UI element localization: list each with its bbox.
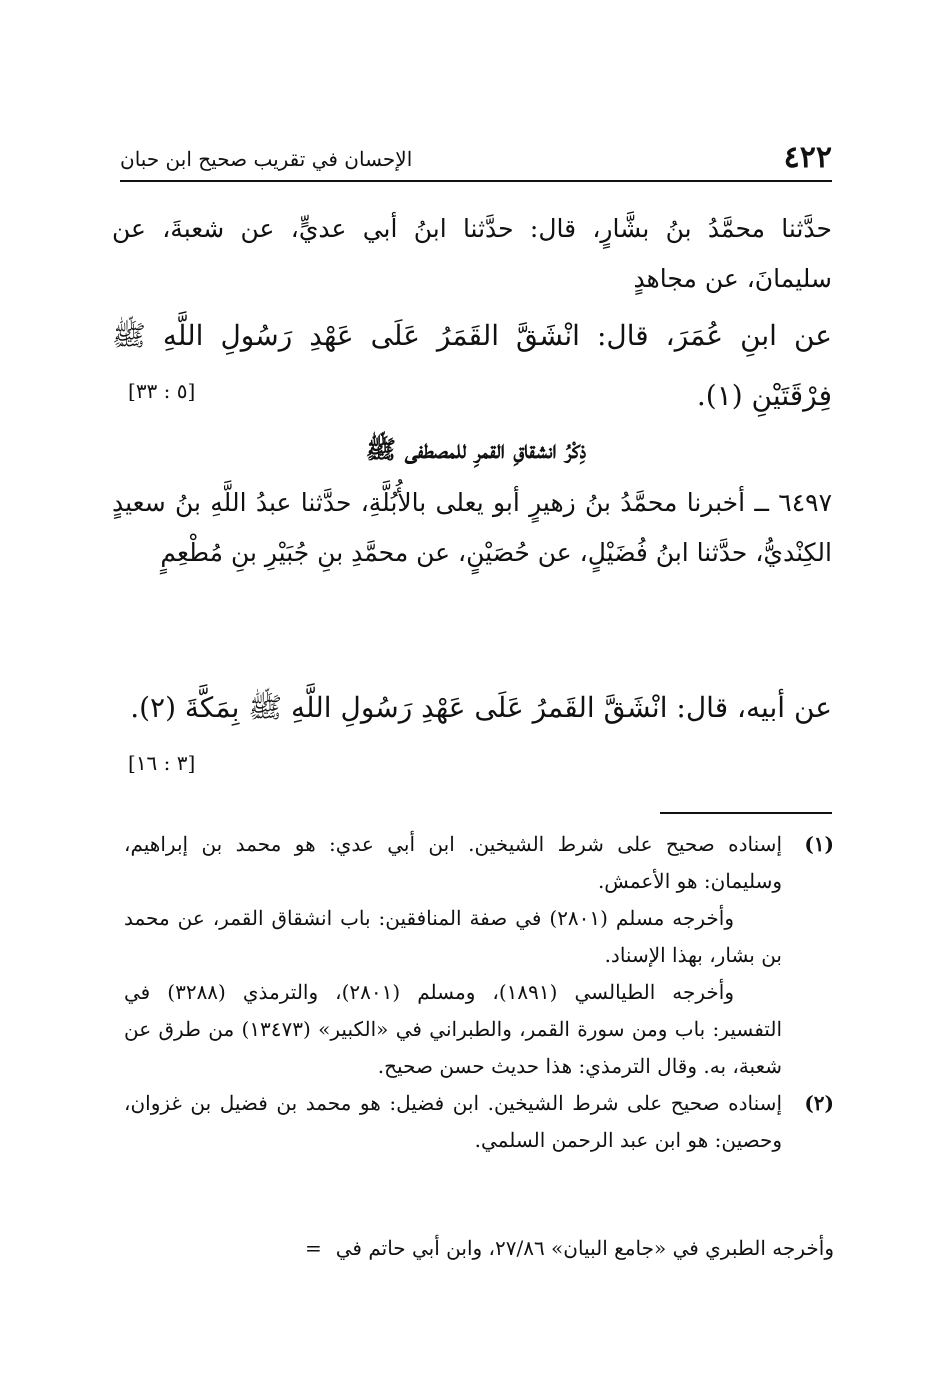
hadith-2-isnad: ٦٤٩٧ ــ أخبرنا محمَّدُ بنُ زهيرٍ أبو يعلى بالأُبُلَّةِ، حدَّثنا عبدُ اللَّهِ بنُ سعيدٍ الكِنْديُّ، حدَّثنا ابنُ فُضَيْلٍ، عن حُصَيْنٍ، عن محمَّدِ بنِ جُبَيْرِ بنِ مُطْعِمٍ [112, 488, 832, 567]
hadith-2-reference: [٣ : ١٦] [128, 751, 196, 775]
running-title: الإحسان في تقريب صحيح ابن حبان [120, 147, 413, 171]
footnote-1-paragraph: وأخرجه مسلم (٢٨٠١) في صفة المنافقين: باب انشقاق القمر، عن محمد بن بشار، بهذا الإسناد. [124, 906, 782, 967]
footnote-2 [124, 1085, 834, 1159]
hadith-1-matn: عن ابنِ عُمَرَ، قال: انْشَقَّ القَمَرُ عَلَى عَهْدِ رَسُولِ اللَّهِ ﷺ فِرْقَتَيْنِ (١). [112, 319, 832, 412]
page-header [120, 138, 832, 178]
footnote-number: (٢) [804, 1091, 834, 1115]
footnote-continuation [118, 1230, 834, 1267]
page-number: ٤٢٢ [783, 140, 832, 175]
footnotes [124, 826, 834, 1159]
footnote-separator [660, 812, 832, 814]
header-rule [120, 180, 832, 182]
footnote-2-paragraph: إسناده صحيح على شرط الشيخين. ابن فضيل: هو محمد بن فضيل بن غزوان، وحصين: هو ابن عبد الرحمن السلمي. [124, 1091, 782, 1152]
hadith-1-isnad: حدَّثنا محمَّدُ بنُ بشَّارٍ، قال: حدَّثنا ابنُ أبي عديٍّ، عن شعبةَ، عن سليمانَ، عن مجاهدٍ [112, 214, 832, 293]
hadith-2-matn: عن أبيه، قال: انْشَقَّ القَمرُ عَلَى عَهْدِ رَسُولِ اللَّهِ ﷺ بِمَكَّةَ (٢). [130, 691, 832, 724]
footnote-number: (١) [804, 832, 834, 856]
continuation-text: وأخرجه الطبري في «جامع البيان» ٢٧/٨٦، وابن أبي حاتم في [335, 1236, 834, 1260]
footnote-1-paragraph: إسناده صحيح على شرط الشيخين. ابن أبي عدي: هو محمد بن إبراهيم، وسليمان: هو الأعمش. [124, 832, 783, 893]
hadith-1-reference: [٥ : ٣٣] [128, 379, 196, 403]
section-heading: ذِكْرُ انشقاقِ القمرِ للمصطفى ﷺ [365, 435, 587, 464]
continuation-mark: = [304, 1236, 322, 1260]
footnote-1-paragraph: وأخرجه الطيالسي (١٨٩١)، ومسلم (٢٨٠١)، والترمذي (٣٢٨٨) في التفسير: باب ومن سورة القمر، والطبراني في «الكبير» (١٣٤٧٣) من طرق عن شعبة، به. وقال الترمذي: هذا حديث حسن صحيح. [124, 980, 782, 1078]
footnote-1 [124, 826, 834, 1085]
